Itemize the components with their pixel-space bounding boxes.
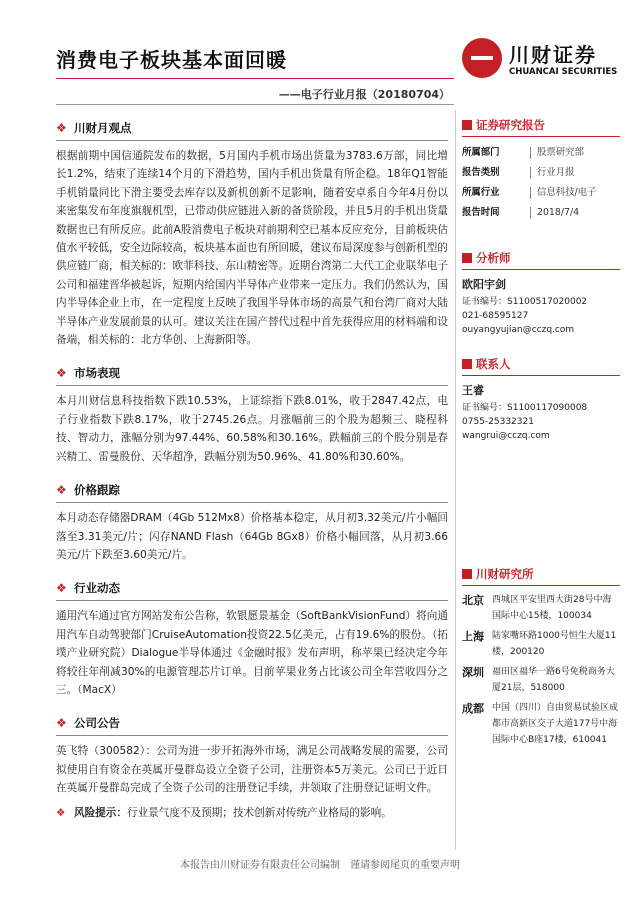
analyst-name: 欧阳宇剑 xyxy=(462,278,506,291)
risk-label: 风险提示： xyxy=(74,806,127,819)
section-rule xyxy=(56,502,448,503)
subtitle-rule xyxy=(56,104,454,105)
logo-mark-icon xyxy=(462,38,502,78)
sidebar xyxy=(462,114,620,748)
sidebar-rule xyxy=(462,375,620,376)
analyst-card xyxy=(462,276,620,337)
office-city: 上海 xyxy=(462,630,484,643)
section-paragraph: 本月动态存储器DRAM（4Gb 512Mx8）价格基本稳定，从月初3.32美元/片小幅回落至3.31美元/片；闪存NAND Flash（64Gb 8Gx8）价格小幅回落，从月初3.66美元/片下跌至3.60美元/片。 xyxy=(56,512,448,561)
office-item xyxy=(462,592,620,624)
section-heading: 川财月观点 xyxy=(74,121,132,135)
contact-card xyxy=(462,382,620,443)
star-bullet-icon: ❖ xyxy=(56,581,67,596)
info-row: 所属部门 股票研究部 xyxy=(462,147,584,158)
info-row: 所属行业 信息科技/电子 xyxy=(462,187,597,198)
section-heading: 价格跟踪 xyxy=(74,483,120,498)
office-address: 西城区平安里西大街28号中海国际中心15楼，100034 xyxy=(492,595,612,621)
contact-email[interactable]: wangrui@cczq.com xyxy=(462,431,550,441)
office-address: 陆家嘴环路1000号恒生大厦11楼，200120 xyxy=(492,631,617,657)
office-address: 福田区福华一路6号免税商务大厦21层，518000 xyxy=(492,667,615,693)
square-bullet-icon xyxy=(462,253,472,263)
section-heading: 市场表现 xyxy=(74,366,120,381)
company-logo xyxy=(462,38,618,84)
contact-phone: 0755-25332321 xyxy=(462,417,534,427)
sidebar-heading: 分析师 xyxy=(476,251,511,265)
section-rule xyxy=(56,140,448,141)
page-footer: 本报告由川财证券有限责任公司编制 谨请参阅尾页的重要声明 xyxy=(180,860,460,871)
section-rule xyxy=(56,600,448,601)
section-company xyxy=(56,713,448,797)
analyst-phone: 021-68595127 xyxy=(462,311,529,321)
risk-text: 行业景气度不及预期；技术创新对传统产业格局的影响。 xyxy=(126,806,392,819)
section-rule xyxy=(56,735,448,736)
sidebar-heading: 联系人 xyxy=(476,357,511,371)
section-outlook xyxy=(56,118,448,349)
report-subtitle: ——电子行业月报（20180704） xyxy=(278,88,450,101)
risk-warning xyxy=(56,804,448,822)
office-city: 北京 xyxy=(462,594,484,607)
section-heading: 公司公告 xyxy=(74,716,120,731)
column-divider xyxy=(455,110,456,850)
section-market xyxy=(56,363,448,466)
main-column xyxy=(56,114,448,822)
sidebar-heading: 川财研究所 xyxy=(476,567,534,581)
sidebar-heading: 证券研究报告 xyxy=(476,118,545,132)
square-bullet-icon xyxy=(462,359,472,369)
sidebar-rule xyxy=(462,136,620,137)
star-bullet-icon: ❖ xyxy=(56,366,67,381)
info-row: 报告时间 2018/7/4 xyxy=(462,207,580,218)
office-item xyxy=(462,664,620,696)
title-rule xyxy=(56,78,454,79)
office-city: 深圳 xyxy=(462,666,484,679)
contact-name: 王睿 xyxy=(462,384,484,397)
star-bullet-icon: ❖ xyxy=(56,483,67,498)
logo-name-cn: 川财证券 xyxy=(509,43,597,67)
star-bullet-icon: ❖ xyxy=(56,121,67,135)
office-item xyxy=(462,700,620,748)
page-title: 消费电子板块基本面回暖 xyxy=(56,48,287,72)
section-paragraph: 英飞特（300582）：公司为进一步开拓海外市场，满足公司战略发展的需要，公司拟使用自有资金在英属开曼群岛设立全资子公司，注册资本5万美元。公司已于近日在英属开曼群岛完成了全资子公司的注册登记手续，并领取了注册登记证明文件。 xyxy=(56,745,448,795)
contact-cert: 证书编号：S1100117090008 xyxy=(462,403,588,413)
star-bullet-icon: ❖ xyxy=(56,716,67,731)
section-rule xyxy=(56,385,448,386)
sidebar-rule xyxy=(462,269,620,270)
analyst-email[interactable]: ouyangyujian@cczq.com xyxy=(462,325,575,335)
office-item xyxy=(462,628,620,660)
office-address: 中国（四川）自由贸易试验区成都市高新区交子大道177号中海国际中心B座17楼，610041 xyxy=(492,703,619,745)
sidebar-rule xyxy=(462,585,620,586)
section-paragraph: 本月川财信息科技指数下跌10.53%，上证综指下跌8.01%，收于2847.42点，电子行业指数下跌8.17%，收于2745.26点。月涨幅前三的个股为超频三、晓程科技、智动力，涨幅分别为97.44%、60.58%和30.16%。跌幅前三的个股分别是春兴精工、雷曼股份、天华超净，跌幅分别为50.96%、41.80%和30.60%。 xyxy=(56,395,448,463)
info-row: 报告类别 行业月报 xyxy=(462,167,575,178)
section-paragraph: 根据前期中国信通院发布的数据，5月国内手机市场出货量为3783.6万部，同比增长1.2%，结束了连续14个月的下滑趋势，国内手机出货量有所企稳。18年Q1智能手机销量同比下滑主要受去库存以及新机创新不足影响，随着安卓系自今年4月份以来密集发布年度旗舰机型，已带动供应链进入新的备货阶段，并且5月的手机出货量数据也已有所反应。此前A股消费电子板块对前期利空已基本反应充分，目前板块估值水平较低，安全边际较高，板块基本面也有所回暖，建议布局深度参与创新机型的供应链厂商，相关标的：欧菲科技、东山精密等。近期台湾第二大代工企业联华电子公司和福建晋华被起诉，短期内给国内半导体产业带来一定压力。我们仍然认为，国内半导体企业上市，在一定程度上反映了我国半导体市场的高景气和台湾厂商对大陆半导体产业发展前景的认可。建议关注在国产替代过程中首先获得应用的材料端和设备端，相关标的：北方华创、上海新阳等。 xyxy=(56,150,448,347)
section-paragraph: 通用汽车通过官方网站发布公告称，软银愿景基金（SoftBankVisionFund）将向通用汽车自动驾驶部门CruiseAutomation投资22.5亿美元，占有19.6%的股份。（拓墣产业研究院）Dialogue半导体通过《金融时报》发布声明，称苹果已经决定今年将较往年削减30%的电源管理芯片订单。目前苹果业务占比该公司全年营收四分之三。（MacX） xyxy=(56,610,448,696)
section-industry xyxy=(56,578,448,699)
section-price xyxy=(56,480,448,564)
square-bullet-icon xyxy=(462,120,472,130)
square-bullet-icon xyxy=(462,569,472,579)
star-bullet-icon: ❖ xyxy=(56,806,66,819)
section-heading: 行业动态 xyxy=(74,581,120,596)
logo-name-en: CHUANCAI SECURITIES xyxy=(509,67,618,77)
analyst-cert: 证书编号：S1100517020002 xyxy=(462,297,588,307)
office-city: 成都 xyxy=(462,702,484,715)
